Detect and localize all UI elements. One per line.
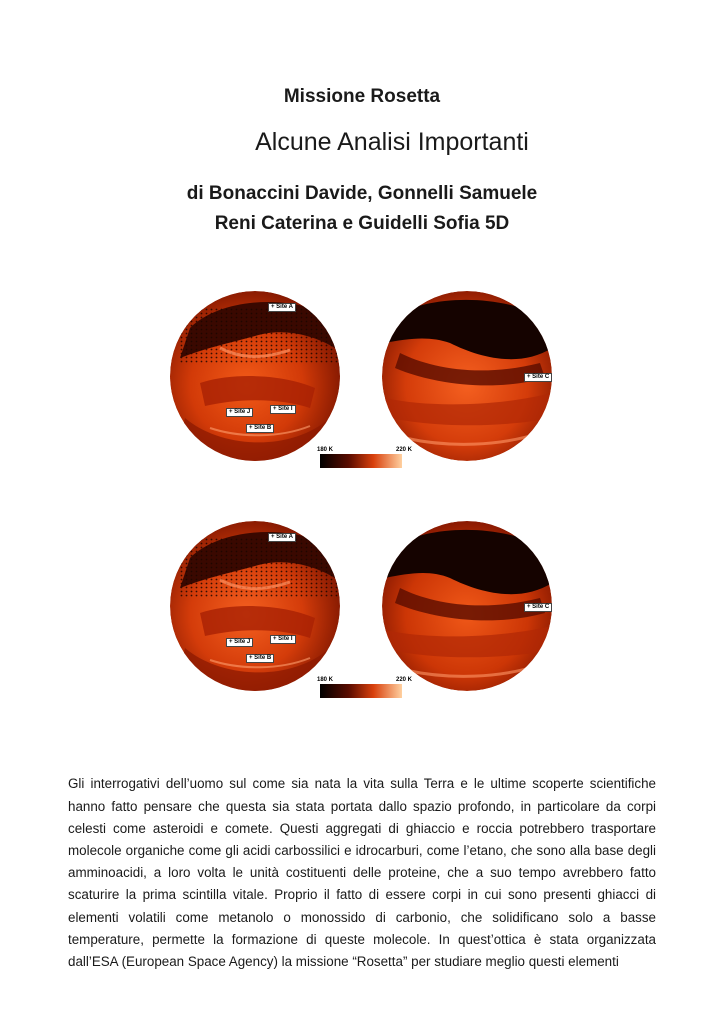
site-a-label: + Site A bbox=[268, 533, 296, 542]
thermal-globes-image-top bbox=[160, 288, 560, 478]
site-c-label: + Site C bbox=[524, 603, 552, 612]
globe-left-bottom bbox=[170, 521, 340, 693]
section-kicker: Missione Rosetta bbox=[283, 86, 441, 107]
authors-line-2: Reni Caterina e Guidelli Sofia 5D bbox=[214, 213, 510, 234]
site-i-label: + Site I bbox=[270, 405, 296, 414]
temperature-scale-bar bbox=[320, 684, 402, 698]
authors-block bbox=[0, 179, 724, 239]
temperature-scale-bar bbox=[320, 454, 402, 468]
thermal-map-figure-bottom bbox=[160, 518, 560, 708]
scale-max-label: 220 K bbox=[396, 447, 413, 453]
site-j-label: + Site J bbox=[226, 408, 253, 417]
site-b-label: + Site B bbox=[246, 654, 274, 663]
site-j-label: + Site J bbox=[226, 638, 253, 647]
page-title: Alcune Analisi Importanti bbox=[255, 128, 529, 156]
thermal-map-figure-top bbox=[160, 288, 560, 478]
body-paragraph: Gli interrogativi dell’uomo sul come sia nata la vita sulla Terra e le ultime scoperte scientifiche hanno fatto pensare che questa sia stata portata dallo spazio profondo, in particolare da corpi celesti come asteroidi e comete. Questi aggregati di ghiaccio e roccia potrebbero trasportare molecole organiche come gli acidi carbossilici e idrocarburi, come l’etano, che sono alla base degli amminoacidi, a loro volta le unità costituenti delle proteine, che a suo tempo avrebbero fatto scaturire la prima scintilla vitale. Proprio il fatto di essere corpi in cui sono presenti ghiacci di elementi volatili come metanolo o monossido di carbonio, che solidificano solo a basse temperature, permette la formazione di queste molecole. In quest’ottica è stata organizzata dall’ESA (European Space Agency) la missione “Rosetta” per studiare meglio questi elementi bbox=[68, 776, 656, 970]
site-a-label: + Site A bbox=[268, 303, 296, 312]
globe-left-top bbox=[170, 291, 340, 463]
site-i-label: + Site I bbox=[270, 635, 296, 644]
authors-line-1: di Bonaccini Davide, Gonnelli Samuele bbox=[186, 183, 538, 204]
scale-min-label: 180 K bbox=[317, 447, 334, 453]
thermal-globes-image-bottom bbox=[160, 518, 560, 708]
scale-min-label: 180 K bbox=[317, 677, 334, 683]
site-c-label: + Site C bbox=[524, 373, 552, 382]
site-b-label: + Site B bbox=[246, 424, 274, 433]
scale-max-label: 220 K bbox=[396, 677, 413, 683]
